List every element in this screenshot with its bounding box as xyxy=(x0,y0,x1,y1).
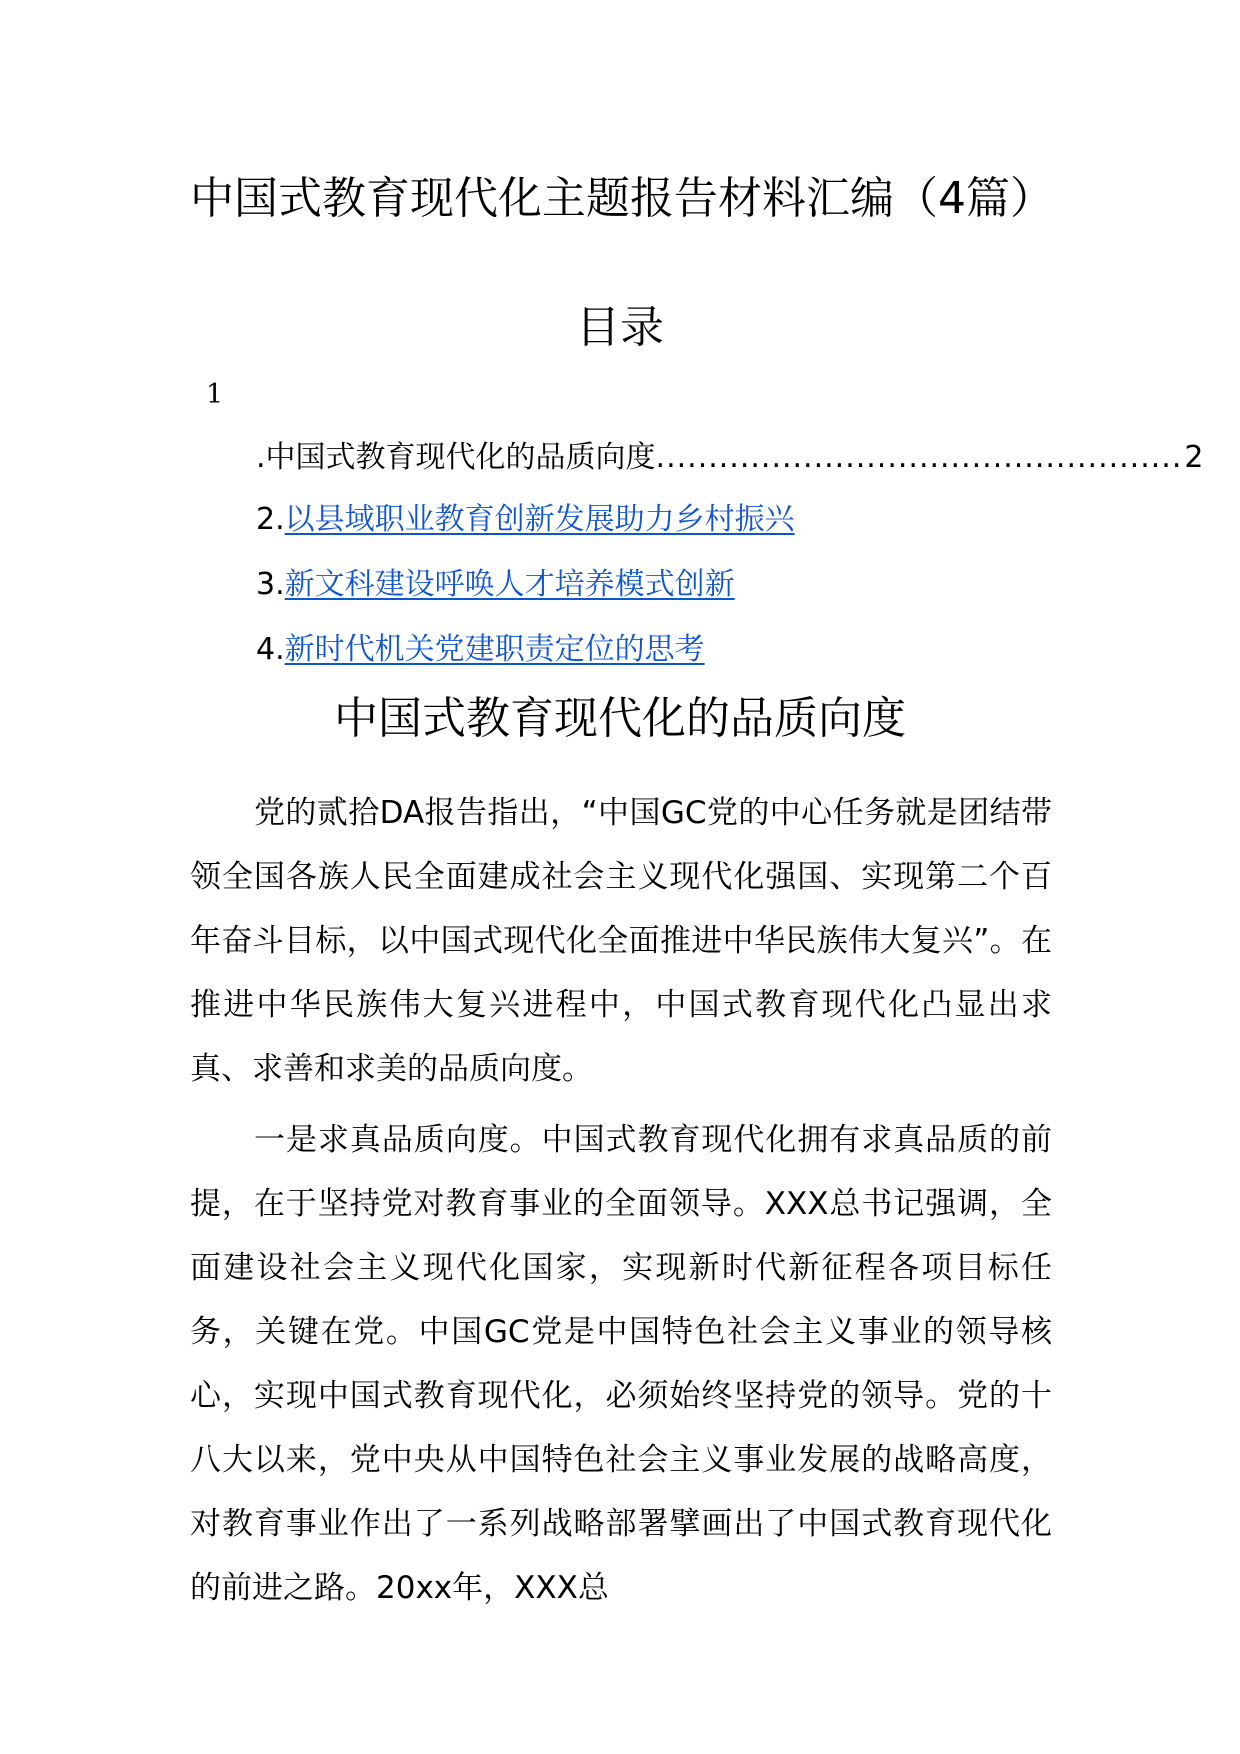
toc-item-2 xyxy=(256,500,795,540)
body-paragraph-2: 一是求真品质向度。中国式教育现代化拥有求真品质的前提，在于坚持党对教育事业的全面领导。XXX总书记强调，全面建设社会主义现代化国家，实现新时代新征程各项目标任务，关键在党。中国GC党是中国特色社会主义事业的领导核心，实现中国式教育现代化，必须始终坚持党的领导。党的十八大以来，党中央从中国特色社会主义事业发展的战略高度，对教育事业作出了一系列战略部署擘画出了中国式教育现代化的前进之路。20xx年，XXX总 xyxy=(190,1122,1052,1606)
toc-item-2-number: 2. xyxy=(256,502,285,537)
body-paragraph-1: 党的贰拾DA报告指出，“中国GC党的中心任务就是团结带领全国各族人民全面建成社会主义现代化强国、实现第二个百年奋斗目标，以中国式现代化全面推进中华民族伟大复兴”。在推进中华民族伟大复兴进程中，中国式教育现代化凸显出求真、求善和求美的品质向度。 xyxy=(190,795,1052,1087)
toc-heading: 目录 xyxy=(576,302,664,353)
toc-item-2-link[interactable]: 以县域职业教育创新发展助力乡村振兴 xyxy=(284,502,795,537)
toc-item-1-leader-dots: .................................................. xyxy=(655,440,1183,475)
toc-item-1-label: .中国式教育现代化的品质向度 xyxy=(256,440,656,475)
toc-item-3 xyxy=(256,565,735,605)
toc-item-1-page-number: 2 xyxy=(1184,440,1204,475)
section-title: 中国式教育现代化的品质向度 xyxy=(334,693,906,744)
toc-item-4-link[interactable]: 新时代机关党建职责定位的思考 xyxy=(284,632,705,667)
toc-item-3-number: 3. xyxy=(256,567,285,602)
toc-item-4 xyxy=(256,630,705,670)
toc-item-3-link[interactable]: 新文科建设呼唤人才培养模式创新 xyxy=(284,567,735,602)
document-title: 中国式教育现代化主题报告材料汇编（4篇） xyxy=(190,173,1054,224)
toc-item-4-number: 4. xyxy=(256,632,285,667)
toc-item-1[interactable] xyxy=(256,438,1204,478)
toc-stray-number: 1 xyxy=(206,379,224,410)
